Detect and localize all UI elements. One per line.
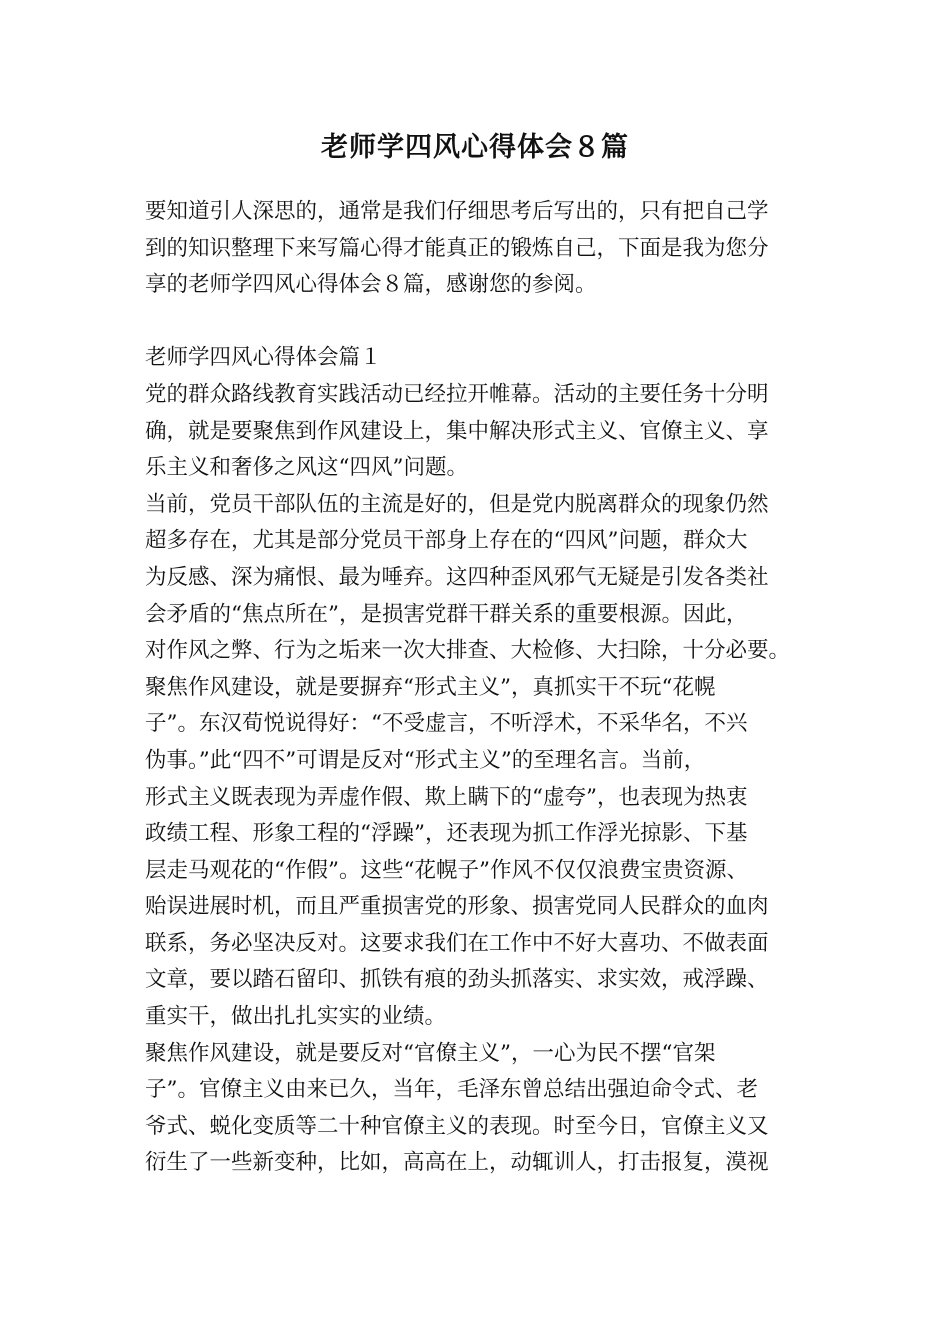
paragraph-line: 子”。东汉荀悦说得好：“不受虚言，不听浮术，不采华名，不兴 bbox=[145, 711, 748, 737]
paragraph-line: 为反感、深为痛恨、最为唾弃。这四种歪风邪气无疑是引发各类社 bbox=[145, 564, 769, 590]
paragraph-line: 聚焦作风建设，就是要反对“官僚主义”，一心为民不摆“官架 bbox=[145, 1040, 716, 1066]
paragraph-line: 文章，要以踏石留印、抓铁有痕的劲头抓落实、求实效，戒浮躁、 bbox=[145, 967, 769, 993]
paragraph-line: 到的知识整理下来写篇心得才能真正的锻炼自己，下面是我为您分 bbox=[145, 235, 769, 261]
paragraph-line: 重实干，做出扎扎实实的业绩。 bbox=[145, 1004, 447, 1030]
paragraph-line: 享的老师学四风心得体会８篇，感谢您的参阅。 bbox=[145, 272, 597, 298]
paragraph-line: 贻误进展时机，而且严重损害党的形象、损害党同人民群众的血肉 bbox=[145, 894, 769, 920]
paragraph-line: 要知道引人深思的，通常是我们仔细思考后写出的，只有把自己学 bbox=[145, 199, 769, 224]
paragraph-line: 联系，务必坚决反对。这要求我们在工作中不好大喜功、不做表面 bbox=[145, 930, 769, 956]
document-body bbox=[145, 194, 817, 1182]
paragraph-line: 层走马观花的“作假”。这些“花幌子”作风不仅仅浪费宝贵资源、 bbox=[145, 857, 748, 883]
paragraph-line: 形式主义既表现为弄虚作假、欺上瞒下的“虚夸”，也表现为热衷 bbox=[145, 784, 748, 810]
paragraph-line: 对作风之弊、行为之垢来一次大排查、大检修、大扫除，十分必要。 bbox=[145, 638, 791, 664]
paragraph-line: 衍生了一些新变种，比如，高高在上，动辄训人，打击报复，漠视 bbox=[145, 1150, 769, 1176]
document-title: 老师学四风心得体会８篇 bbox=[321, 132, 629, 163]
blank-line bbox=[145, 304, 817, 341]
paragraph-line: 爷式、蜕化变质等二十种官僚主义的表现。时至今日，官僚主义又 bbox=[145, 1113, 769, 1139]
paragraph-line: 当前，党员干部队伍的主流是好的，但是党内脱离群众的现象仍然 bbox=[145, 491, 769, 517]
paragraph-line: 党的群众路线教育实践活动已经拉开帷幕。活动的主要任务十分明 bbox=[145, 381, 769, 407]
section-heading: 老师学四风心得体会篇１ bbox=[145, 345, 382, 371]
paragraph-line: 确，就是要聚焦到作风建设上，集中解决形式主义、官僚主义、享 bbox=[145, 418, 769, 444]
paragraph-line: 子”。官僚主义由来已久，当年，毛泽东曾总结出强迫命令式、老 bbox=[145, 1077, 758, 1103]
paragraph-line: 超多存在，尤其是部分党员干部身上存在的“四风”问题，群众大 bbox=[145, 528, 748, 554]
paragraph-line: 聚焦作风建设，就是要摒弃“形式主义”，真抓实干不玩“花幌 bbox=[145, 674, 716, 700]
paragraph-line: 会矛盾的“焦点所在”，是损害党群干群关系的重要根源。因此， bbox=[145, 601, 748, 627]
paragraph-line: 政绩工程、形象工程的“浮躁”，还表现为抓工作浮光掠影、下基 bbox=[145, 821, 748, 847]
paragraph-line: 乐主义和奢侈之风这“四风”问题。 bbox=[145, 455, 468, 481]
paragraph-line: 伪事。”此“四不”可谓是反对“形式主义”的至理名言。当前， bbox=[145, 747, 706, 773]
